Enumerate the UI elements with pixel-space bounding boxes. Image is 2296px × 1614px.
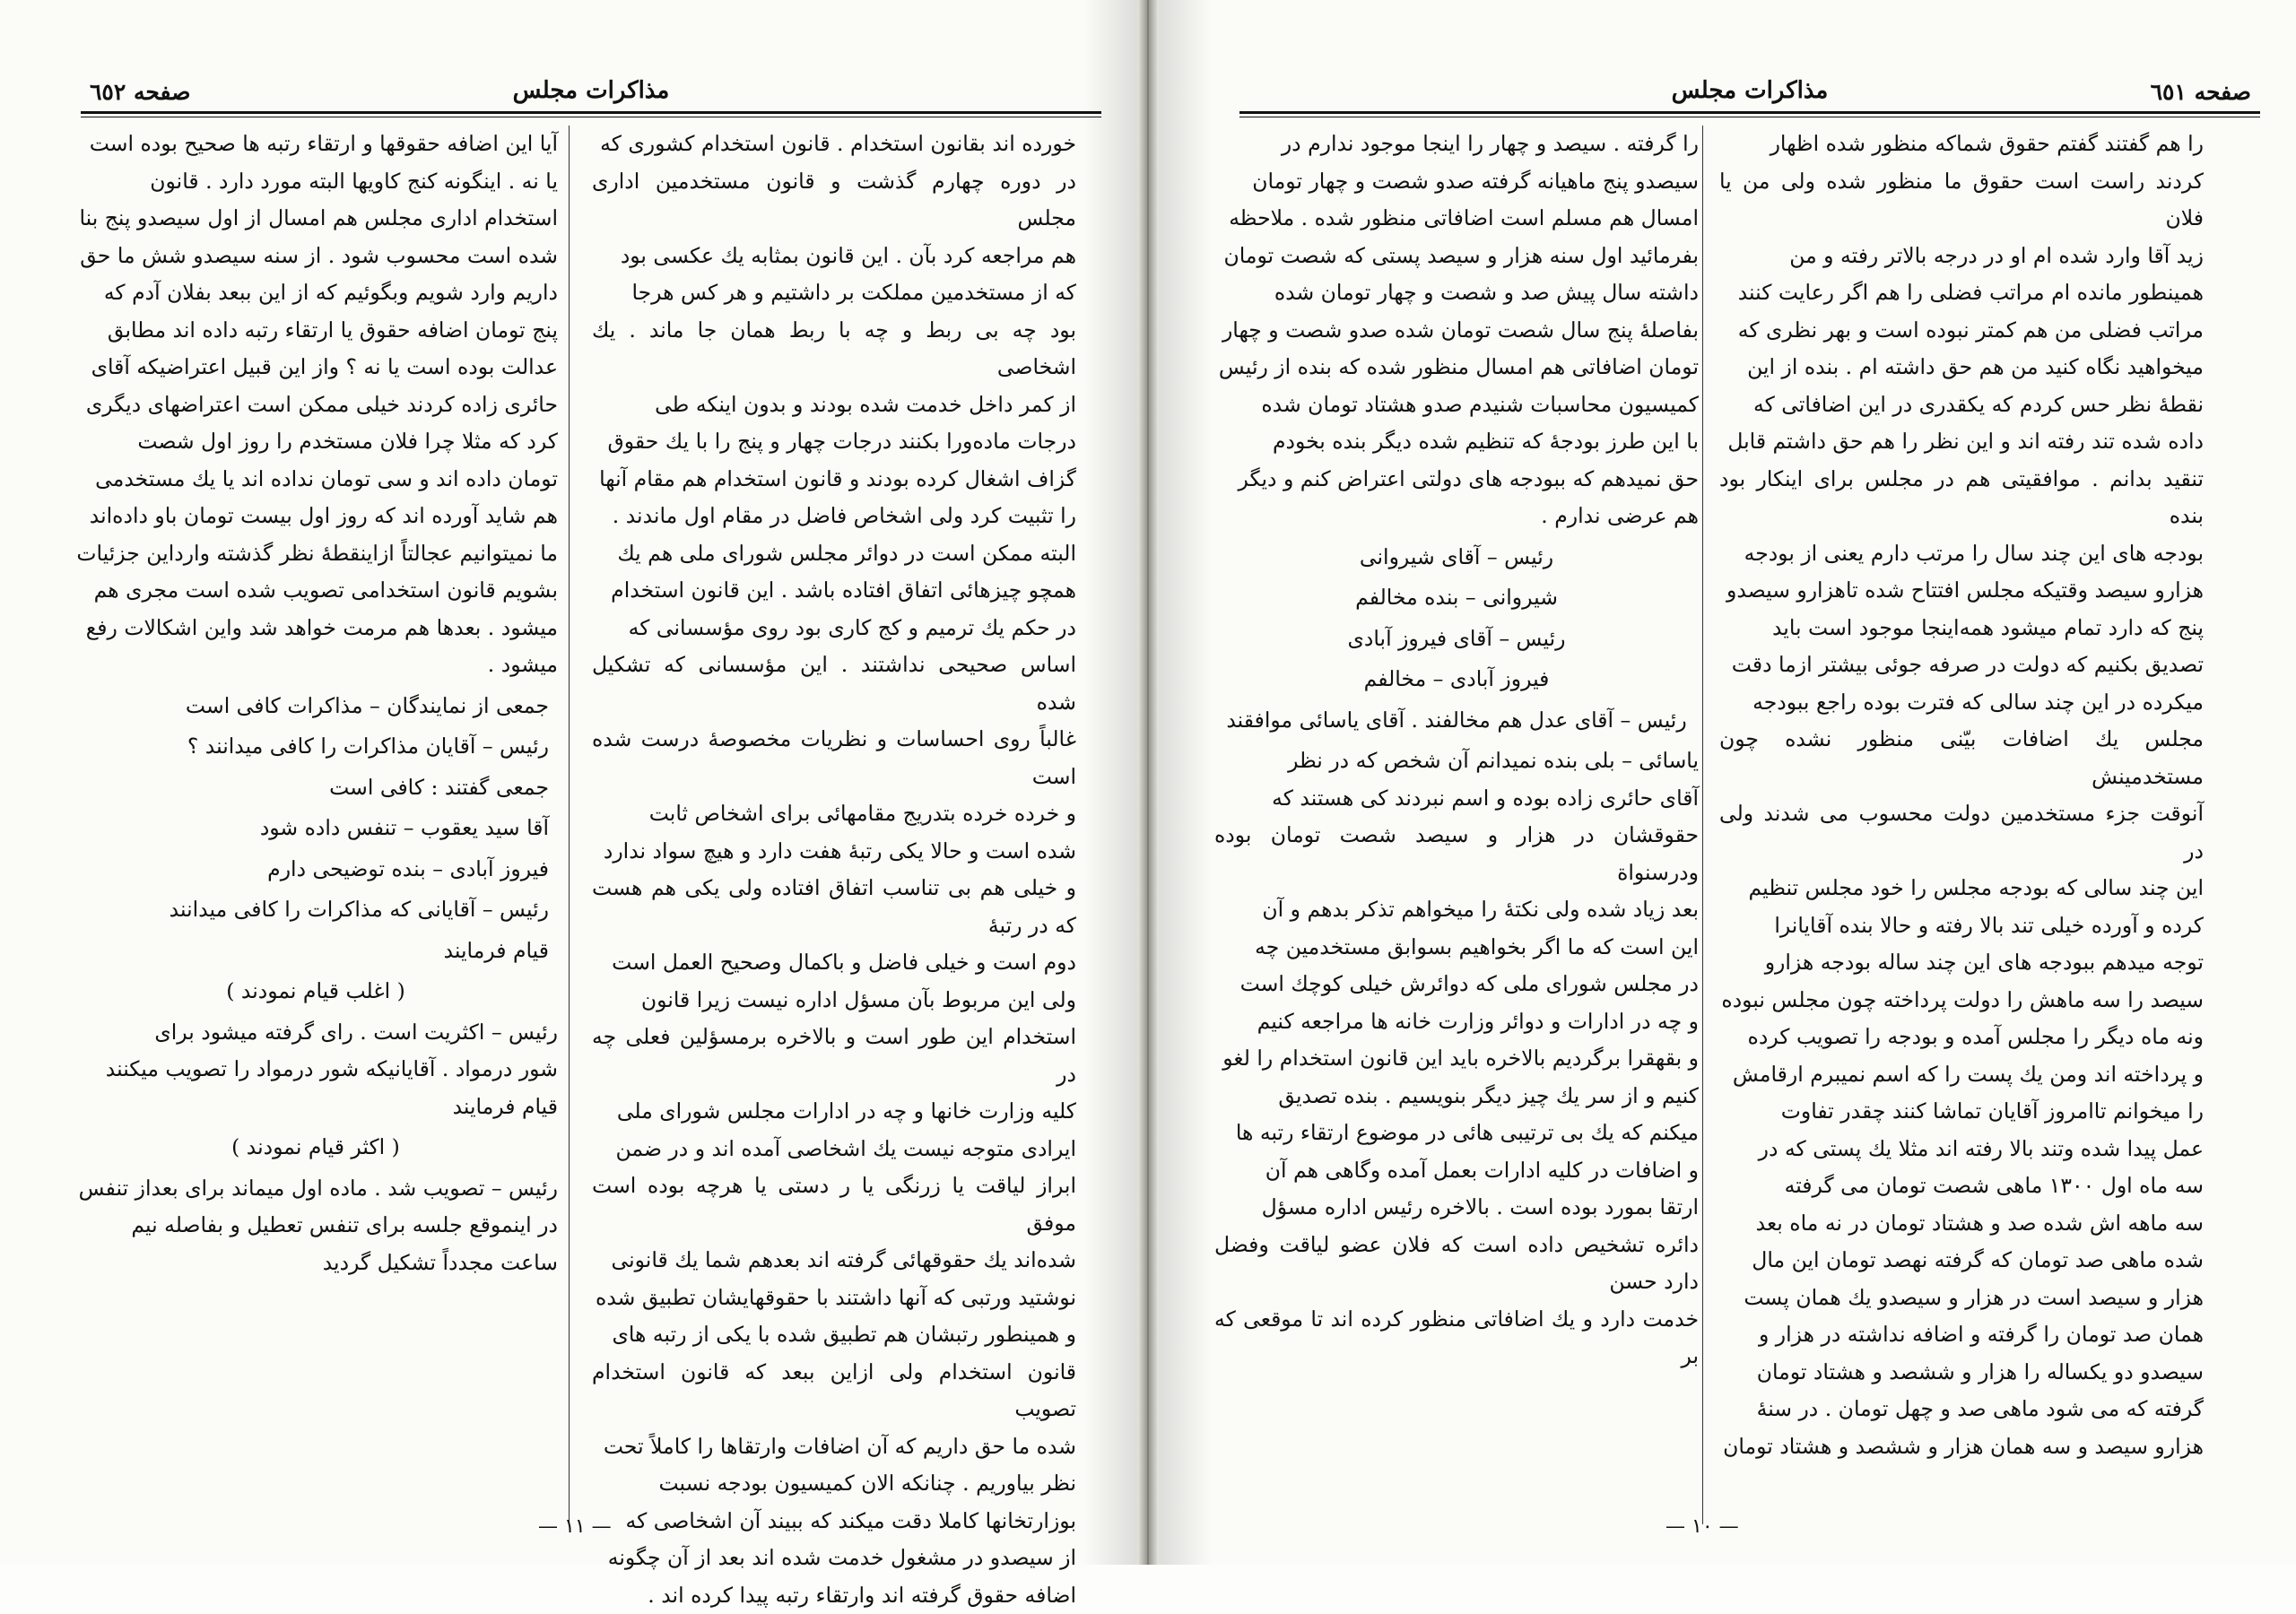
page-header xyxy=(1239,74,2260,115)
text-line: با اين طرز بودجهٔ كه تنظيم شده ديگر بنده بخودم xyxy=(1214,423,1699,461)
text-line: ولى اين مربوط بآن مسؤل اداره نيست زيرا قانون xyxy=(592,982,1076,1020)
text-line: همچو چيزهائى اتفاق افتاده باشد . اين قانون استخدام xyxy=(592,572,1076,610)
text-line: آقاى حائرى زاده بوده و اسم نبردند كى هستند كه xyxy=(1214,780,1699,818)
speaker-line: فيروز آبادى – مخالفم xyxy=(1214,661,1699,699)
text-line: نوشتيد ورتبى كه آنها داشتند با حقوقهايشان تطبيق شده xyxy=(592,1280,1076,1317)
column-divider xyxy=(1702,126,1703,1524)
speaker-line: آقا سيد يعقوب – تنفس داده شود xyxy=(74,810,558,847)
text-line: سيصدو پنج ماهيانه گرفته صدو شصت و چهار تومان xyxy=(1214,163,1699,201)
text-line: هم شايد آورده اند كه روز اول بيست تومان باو داده‌اند xyxy=(74,498,558,535)
text-line: هزارو سيصد و سه همان هزار و ششصد و هشتاد تومان xyxy=(1719,1428,2204,1466)
speaker-line: رئيس – آقاى عدل هم مخالفند . آقاى ياسائى موافقند xyxy=(1214,702,1699,740)
stage-note: ( اغلب قيام نمودند ) xyxy=(74,973,558,1011)
text-column-right xyxy=(1719,126,2204,1465)
text-line: حق نميدهم كه ببودجه هاى دولتى اعتراض كنم و ديگر xyxy=(1214,461,1699,499)
text-line: مراتب فضلى من هم كمتر نبوده است و بهر نظرى كه xyxy=(1719,312,2204,350)
text-line: بعد زياد شده ولى نكتهٔ را ميخواهم تذكر بدهم و آن xyxy=(1214,891,1699,929)
text-line: بشويم قانون استخدامى تصويب شده است مجرى هم xyxy=(74,572,558,610)
text-line: ما نميتوانيم عجالتاً ازاينقطهٔ نظر گذشته وارداين جزئيات xyxy=(74,535,558,573)
text-line: از كمر داخل خدمت شده بودند و بدون اينكه طى xyxy=(592,386,1076,424)
speaker-line: فيروز آبادى – بنده توضيحى دارم xyxy=(74,851,558,889)
text-line: ارتقا بمورد بوده است . بالاخره رئيس اداره مسؤل xyxy=(1214,1189,1699,1227)
text-line: شور درمواد . آقايانيكه شور درمواد را تصويب ميكنند xyxy=(74,1051,558,1089)
text-line: يا نه . اينگونه كنج كاويها البته مورد دارد . قانون xyxy=(74,163,558,201)
speaker-line: قيام فرمايند xyxy=(74,933,558,970)
text-line: كميسيون محاسبات شنيدم صدو هشتاد تومان شده xyxy=(1214,386,1699,424)
text-line: بوزارتخانها كاملا دقت ميكند كه ببيند آن اشخاصى كه xyxy=(592,1503,1076,1540)
text-line: حائرى زاده كردند خيلى ممكن است اعتراضهاى ديگرى xyxy=(74,386,558,424)
text-line: و بقهقرا برگرديم بالاخره بايد اين قانون استخدام را لغو xyxy=(1214,1040,1699,1078)
text-line: حقوقشان در هزار و سيصد شصت تومان بوده ودرسنواة xyxy=(1214,817,1699,891)
text-line: ميكرده در اين چند سالى كه فترت بوده راجع ببودجه xyxy=(1719,684,2204,722)
text-line: سه ماهه اش شده صد و هشتاد تومان در نه ماه بعد xyxy=(1719,1205,2204,1243)
text-line: شده‌اند يك حقوقهائى گرفته اند بعدهم شما يك قانونى xyxy=(592,1242,1076,1280)
text-line: همينطور مانده ام مراتب فضلى را هم اگر رعايت كنند xyxy=(1719,274,2204,312)
page-number: صفحه ٦٥١ xyxy=(2151,79,2251,105)
text-line: در اينموقع جلسه براى تنفس تعطيل و بفاصله نيم xyxy=(74,1207,558,1245)
text-line: هم عرضى ندارم . xyxy=(1214,498,1699,535)
text-line: نقطهٔ نظر حس كردم كه يكقدرى در اين اضافاتى كه xyxy=(1719,386,2204,424)
text-line: ساعت مجدداً تشكيل گرديد xyxy=(74,1245,558,1282)
text-line: ونه ماه ديگر را مجلس آمده و بودجه را تصويب كرده xyxy=(1719,1019,2204,1056)
text-line: پنج تومان اضافه حقوق يا ارتقاء رتبه داده اند مطابق xyxy=(74,312,558,350)
text-line: امسال هم مسلم است اضافاتى منظور شده . ملاحظه xyxy=(1214,200,1699,238)
text-line: داريم وارد شويم وبگوئيم كه از اين ببعد بفلان آدم كه xyxy=(74,274,558,312)
text-line: سيصد را سه ماهش را دولت پرداخته چون مجلس نبوده xyxy=(1719,982,2204,1020)
text-line: سيصدو دو يكساله را هزار و ششصد و هشتاد تومان xyxy=(1719,1354,2204,1392)
text-line: ابراز لياقت يا زرنگى يا ر دستى يا هرچه بوده است موفق xyxy=(592,1167,1076,1242)
text-line: اين است كه ما اگر بخواهيم بسوابق مستخدمين چه xyxy=(1214,929,1699,967)
text-line: قيام فرمايند xyxy=(74,1089,558,1126)
column-divider xyxy=(569,126,570,1524)
page-footer: — ١٠ — xyxy=(1665,1515,1739,1538)
text-line: آيا اين اضافه حقوقها و ارتقاء رتبه ها صحيح بوده است xyxy=(74,126,558,163)
text-line: و پرداخته اند ومن يك پست را كه اسم نميبرم ارقامش xyxy=(1719,1056,2204,1094)
text-line: بود چه بى ربط و چه با ربط همان جا ماند . يك اشخاصى xyxy=(592,312,1076,386)
text-line: و چه در ادارات و دوائر وزارت خانه ها مراجعه كنيم xyxy=(1214,1003,1699,1041)
speaker-line: رئيس – آقاى شيروانى xyxy=(1214,539,1699,577)
text-line: عمل پيدا شده وتند بالا رفته اند مثلا يك پستى كه در xyxy=(1719,1131,2204,1168)
speaker-line: شيروانى – بنده مخالفم xyxy=(1214,579,1699,617)
text-line: و اضافات در كليه ادارات بعمل آمده وگاهى هم آن xyxy=(1214,1152,1699,1190)
text-line: غالباً روى احساسات و نظريات مخصوصهٔ درست شده است xyxy=(592,721,1076,795)
text-column-left xyxy=(1214,126,1699,1375)
text-line: بفرمائيد اول سنه هزار و سيصد پستى كه شصت تومان xyxy=(1214,238,1699,275)
text-line: استخدام اين طور است و بالاخره برمسؤلين فعلى چه در xyxy=(592,1019,1076,1093)
text-line: ياسائى – بلى بنده نميدانم آن شخص كه در نظر xyxy=(1214,742,1699,780)
page-footer: — ١١ — xyxy=(538,1515,612,1538)
text-line: رئيس – تصويب شد . ماده اول ميماند براى بعداز تنفس xyxy=(74,1170,558,1208)
text-line: دوم است و خيلى فاضل و باكمال وصحيح العمل است xyxy=(592,944,1076,982)
text-line: خورده اند بقانون استخدام . قانون استخدام كشورى كه xyxy=(592,126,1076,163)
speaker-line: رئيس – آقايان مذاكرات را كافى ميدانند ؟ xyxy=(74,728,558,766)
text-line: اين چند سالى كه بودجه مجلس را خود مجلس تنظيم xyxy=(1719,870,2204,907)
text-line: ميكنم كه يك بى ترتيبى هائى در موضوع ارتقاء رتبه ها xyxy=(1214,1115,1699,1152)
text-line: مجلس يك اضافات بيّنى منظور نشده چون مستخدمينش xyxy=(1719,721,2204,795)
text-line: هم مراجعه كرد بآن . اين قانون بمثابه يك عكسى بود xyxy=(592,238,1076,275)
text-line: نظر بياوريم . چنانكه الان كميسيون بودجه نسبت xyxy=(592,1465,1076,1503)
text-line: در حكم يك ترميم و كج كارى بود روى مؤسسانى كه xyxy=(592,610,1076,647)
header-title: مذاكرات مجلس xyxy=(81,77,1101,104)
text-line: بودجه هاى اين چند سال را مرتب دارم يعنى از بودجه xyxy=(1719,535,2204,573)
speaker-line: رئيس – آقاى فيروز آبادى xyxy=(1214,620,1699,658)
text-line: شده است محسوب شود . از سنه سيصدو شش ما حق xyxy=(74,238,558,275)
text-line: را ميخوانم تاامروز آقايان تماشا كنند چقدر تفاوت xyxy=(1719,1093,2204,1131)
text-line: اساس صحيحى نداشتند . اين مؤسسانى كه تشكيل شده xyxy=(592,646,1076,721)
text-line: هزار و سيصد است در هزار و سيصدو يك همان پست xyxy=(1719,1280,2204,1317)
text-line: آنوقت جزء مستخدمين دولت محسوب مى شدند ولى در xyxy=(1719,795,2204,870)
text-line: گرفته كه مى شود ماهى صد و چهل تومان . در سنهٔ xyxy=(1719,1391,2204,1428)
text-line: خدمت دارد و يك اضافاتى منظور كرده اند تا موقعى كه بر xyxy=(1214,1301,1699,1375)
text-line: زيد آقا وارد شده ام او در درجه بالاتر رفته و من xyxy=(1719,238,2204,275)
text-line: شده ما حق داريم كه آن اضافات وارتقاها را كاملاً تحت xyxy=(592,1428,1076,1466)
text-line: از سيصدو در مشغول خدمت شده اند بعد از آن چگونه xyxy=(592,1540,1076,1577)
text-line: و همينطور رتبشان هم تطبيق شده با يكى از رتبه هاى xyxy=(592,1316,1076,1354)
text-line: كرده و آورده خيلى تند بالا رفته و حالا بنده آقايانرا xyxy=(1719,907,2204,945)
text-line: تومان داده اند و سى تومان نداده اند يا يك مستخدمى xyxy=(74,461,558,499)
text-line: كه از مستخدمين مملكت بر داشتيم و هر كس هرجا xyxy=(592,274,1076,312)
text-line: توجه ميدهم ببودجه هاى اين چند ساله بودجه هزارو xyxy=(1719,944,2204,982)
text-column-left xyxy=(74,126,558,1281)
text-line: تومان اضافاتى هم امسال منظور شده كه بنده از رئيس xyxy=(1214,349,1699,386)
text-line: ميشود . xyxy=(74,646,558,684)
page-shadow xyxy=(1159,0,1213,1565)
page-right xyxy=(1159,0,2296,1565)
book-gutter xyxy=(1137,0,1159,1565)
text-line: شده است و حالا يكى رتبهٔ هفت دارد و هيچ سواد ندارد xyxy=(592,833,1076,871)
text-line: كرد كه مثلا چرا فلان مستخدم را روز اول شصت xyxy=(74,423,558,461)
text-line: ايرادى متوجه نيست يك اشخاصى آمده اند و در ضمن xyxy=(592,1131,1076,1168)
text-line: و خرده خرده بتدريج مقامهائى براى اشخاص ثابت xyxy=(592,795,1076,833)
text-column-right xyxy=(592,126,1076,1614)
text-line: و خيلى هم بى تناسب اتفاق افتاده ولى يكى هم هست كه در رتبهٔ xyxy=(592,870,1076,944)
header-rule xyxy=(1239,111,2260,114)
text-line: استخدام ادارى مجلس هم امسال از اول سيصدو پنج بنا xyxy=(74,200,558,238)
text-line: داشته سال پيش صد و شصت و چهار تومان شده xyxy=(1214,274,1699,312)
text-line: عدالت بوده است يا نه ؟ واز اين قبيل اعتراضيكه آقاى xyxy=(74,349,558,386)
text-line: پنج كه دارد تمام ميشود همه‌اينجا موجود است بايد xyxy=(1719,610,2204,647)
text-line: گزاف اشغال كرده بودند و قانون استخدام هم مقام آنها xyxy=(592,461,1076,499)
text-line: در دوره چهارم گذشت و قانون مستخدمين ادارى مجلس xyxy=(592,163,1076,238)
text-line: هزارو سيصد وقتيكه مجلس افتتاح شده تاهزارو سيصدو xyxy=(1719,572,2204,610)
speaker-line: جمعى از نمايندگان – مذاكرات كافى است xyxy=(74,688,558,725)
speaker-line: رئيس – آقايانى كه مذاكرات را كافى ميدانند xyxy=(74,891,558,929)
stage-note: ( اكثر قيام نمودند ) xyxy=(74,1129,558,1167)
text-line: كنيم و از سر يك چيز ديگر بنويسيم . بنده تصديق xyxy=(1214,1078,1699,1115)
text-line: قانون استخدام ولى ازاين ببعد كه قانون استخدام تصويب xyxy=(592,1354,1076,1428)
page-shadow xyxy=(1083,0,1137,1565)
page-number: صفحه ٦٥٢ xyxy=(90,79,190,105)
text-line: بفاصلهٔ پنج سال شصت تومان شده صدو شصت و چهار xyxy=(1214,312,1699,350)
text-line: البته ممكن است در دوائر مجلس شوراى ملى هم يك xyxy=(592,535,1076,573)
text-line: كليه وزارت خانها و چه در ادارات مجلس شوراى ملى xyxy=(592,1093,1076,1131)
text-line: داده شده تند رفته اند و اين نظر را هم حق داشتم قابل xyxy=(1719,423,2204,461)
text-line: در مجلس شوراى ملى كه دوائرش خيلى كوچك است xyxy=(1214,966,1699,1003)
text-line: را هم گفتند گفتم حقوق شماكه منظور شده اظهار xyxy=(1719,126,2204,163)
text-line: كردند راست است حقوق ما منظور شده ولى من يا فلان xyxy=(1719,163,2204,238)
page-left xyxy=(0,0,1137,1565)
text-line: دائره تشخيص داده است كه فلان عضو لياقت وفضل دارد حسن xyxy=(1214,1227,1699,1301)
text-line: تصديق بكنيم كه دولت در صرفه جوئى بيشتر ازما دقت xyxy=(1719,646,2204,684)
text-line: تنقيد بدانم . موافقيتى هم در مجلس براى اينكار بود بنده xyxy=(1719,461,2204,535)
header-rule xyxy=(81,111,1101,114)
text-line: رئيس – اكثريت است . راى گرفته ميشود براى xyxy=(74,1014,558,1052)
text-line: را تثبيت كرد ولى اشخاص فاضل در مقام اول ماندند . xyxy=(592,498,1076,535)
text-line: را گرفته . سيصد و چهار را اينجا موجود ندارم در xyxy=(1214,126,1699,163)
text-line: ميشود . بعدها هم مرمت خواهد شد واين اشكالات رفع xyxy=(74,610,558,647)
header-title: مذاكرات مجلس xyxy=(1239,77,2260,104)
page-header xyxy=(81,74,1101,115)
text-line: سه ماه اول ۱۳۰۰ ماهى شصت تومان مى گرفته xyxy=(1719,1167,2204,1205)
speaker-line: جمعى گفتند : كافى است xyxy=(74,769,558,807)
text-line: ميخواهيد نگاه كنيد من هم حق داشته ام . بنده از اين xyxy=(1719,349,2204,386)
text-line: همان صد تومان را گرفته و اضافه نداشته در هزار و xyxy=(1719,1316,2204,1354)
text-line: شده ماهى صد تومان كه گرفته نهصد تومان اين مال xyxy=(1719,1242,2204,1280)
text-line: درجات ماده‌ورا بكنند درجات چهار و پنج را با يك حقوق xyxy=(592,423,1076,461)
text-line: اضافه حقوق گرفته اند وارتقاء رتبه پيدا كرده اند . xyxy=(592,1577,1076,1614)
